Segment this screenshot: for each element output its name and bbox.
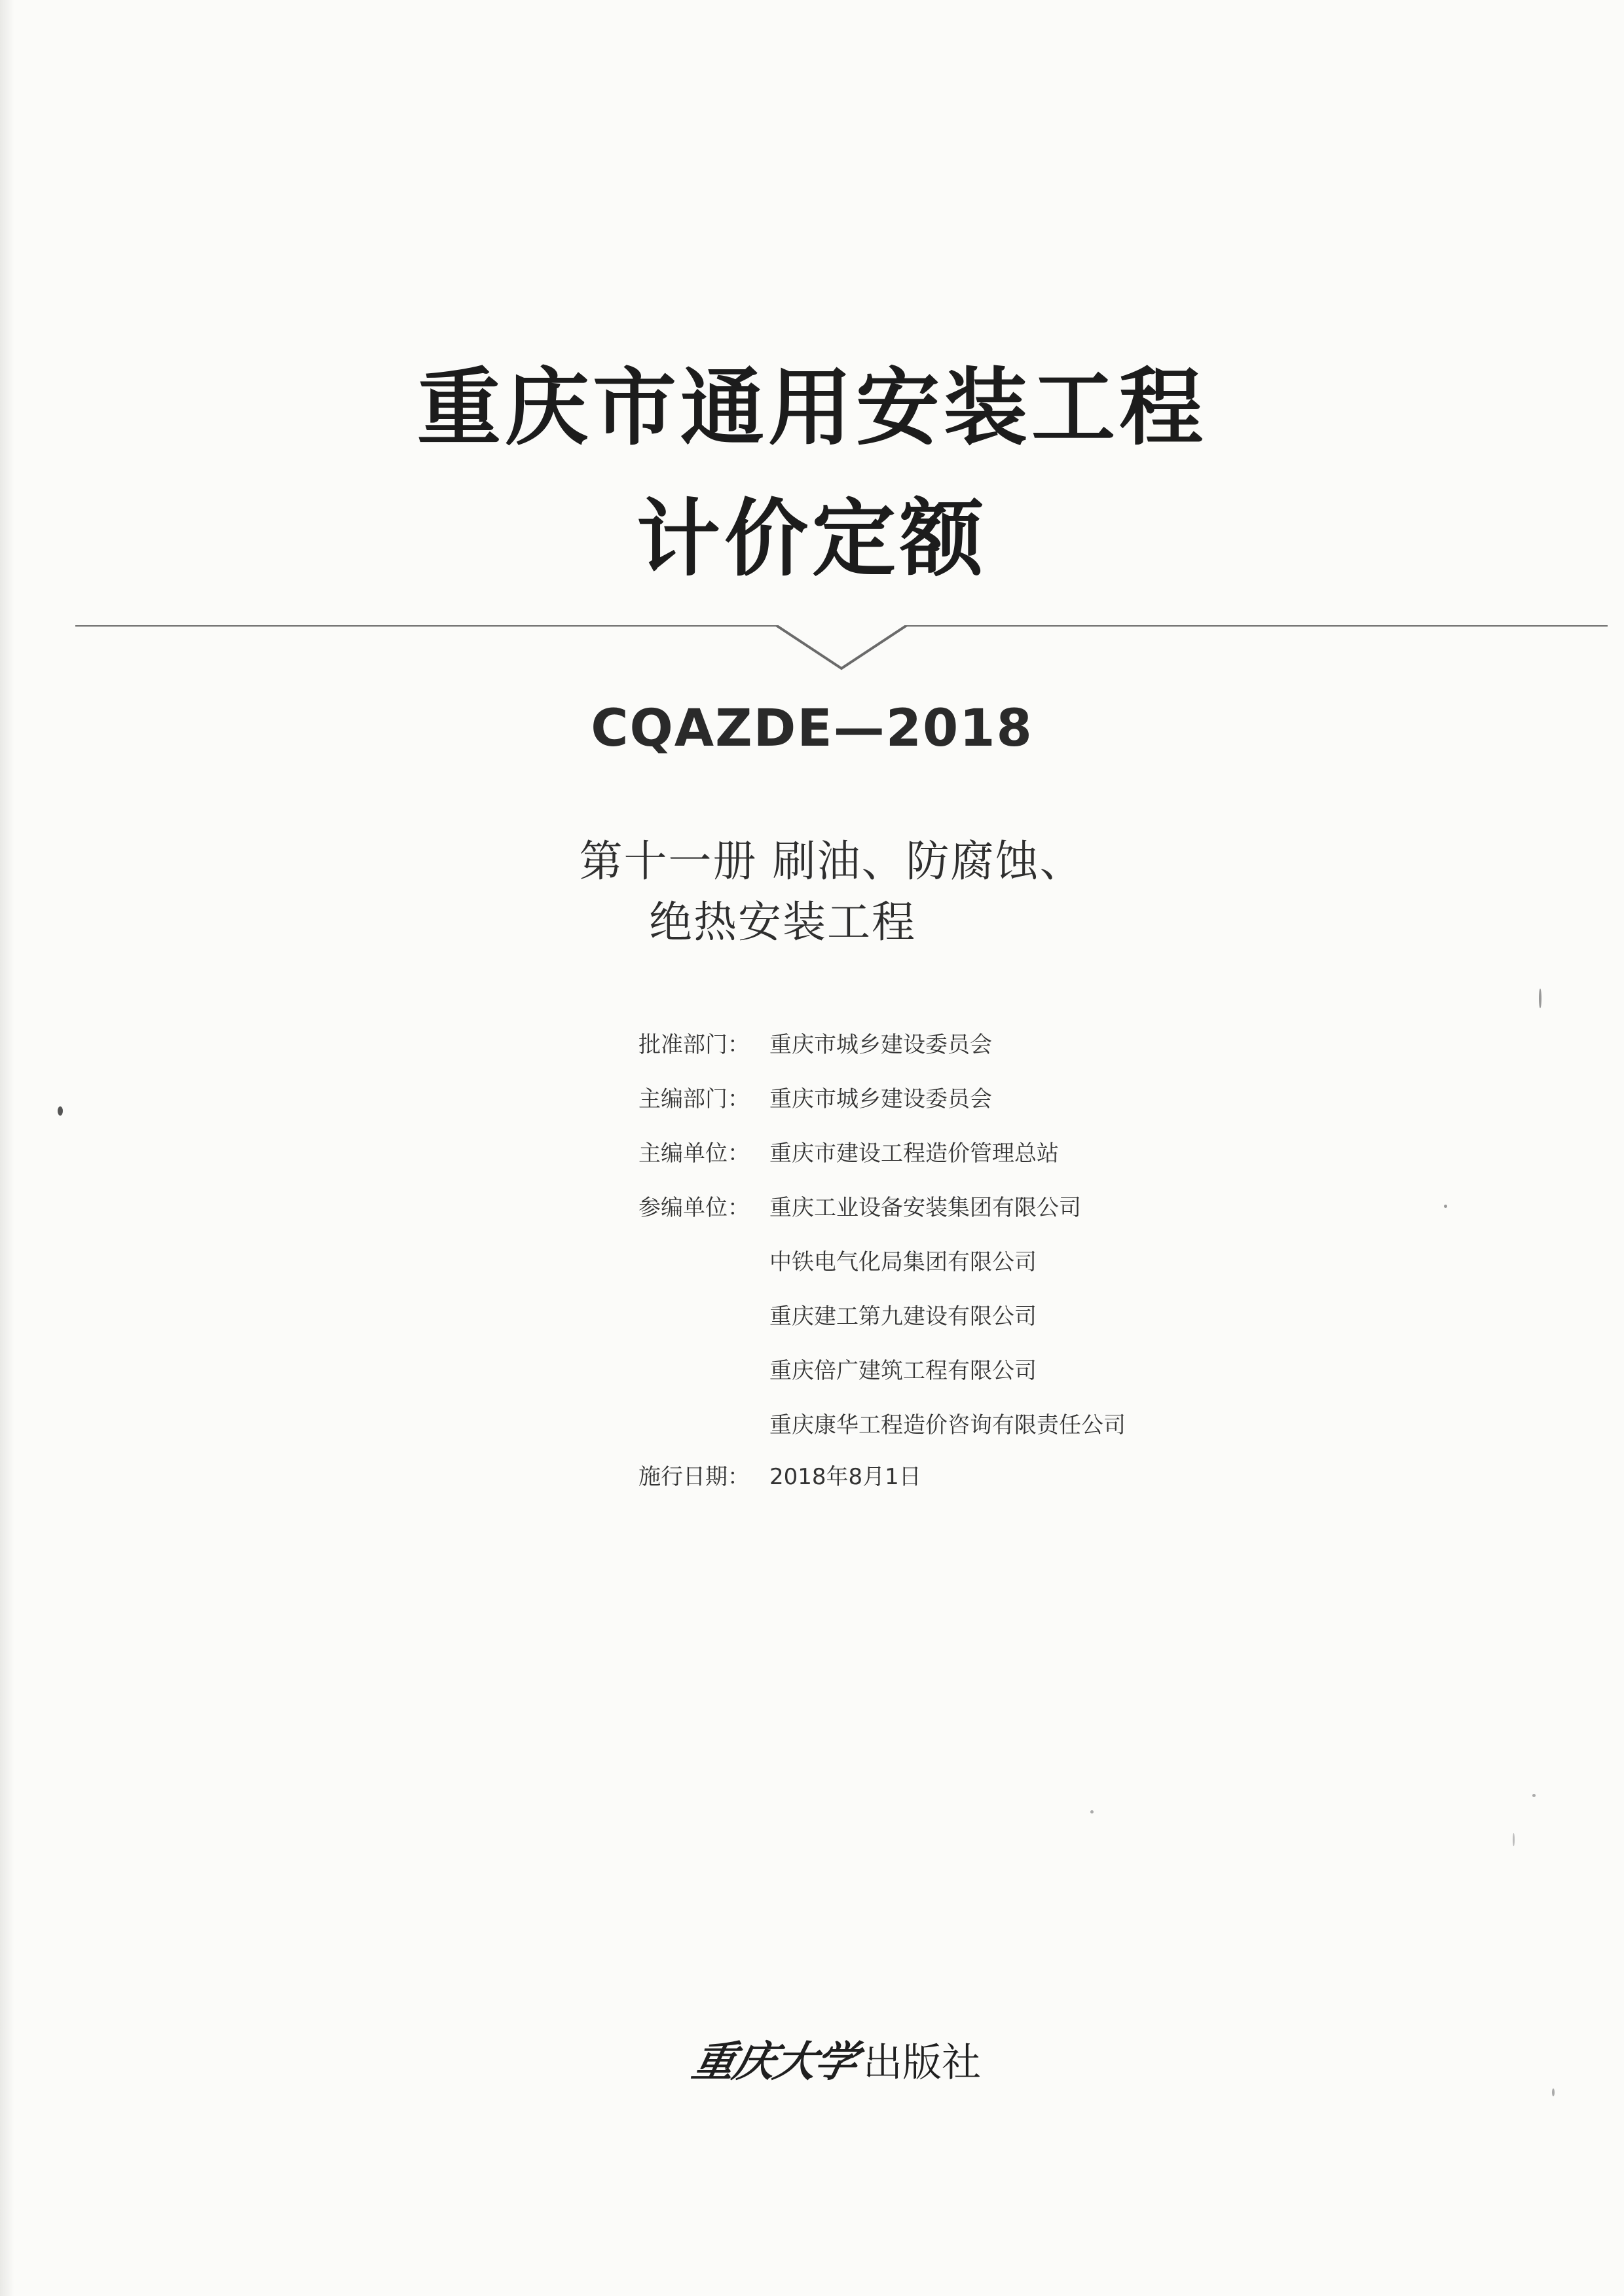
editor-dept-value: 重庆市城乡建设委员会	[769, 1086, 992, 1112]
approval-row	[638, 1027, 992, 1066]
title-divider	[75, 625, 1608, 710]
standard-code: CQAZDE—2018	[591, 699, 1033, 758]
publisher-logo: 重庆大学	[688, 2037, 861, 2086]
book-title-line-2: 计价定额	[636, 490, 987, 588]
editor-unit-label: 主编单位：	[638, 1140, 750, 1167]
publisher-name: 出版社	[863, 2040, 981, 2086]
participant-item: 重庆建工第九建设有限公司	[769, 1303, 1037, 1330]
participant-item: 中铁电气化局集团有限公司	[769, 1249, 1037, 1275]
effective-date-value: 2018年8月1日	[769, 1464, 921, 1490]
approval-label: 批准部门：	[638, 1032, 750, 1058]
editor-dept-label: 主编部门：	[638, 1086, 750, 1112]
scan-speck	[1090, 1810, 1094, 1813]
volume-subtitle-line-1: 第十一册 刷油、防腐蚀、	[579, 836, 1084, 886]
participants-row	[638, 1190, 1081, 1229]
approval-value: 重庆市城乡建设委员会	[769, 1032, 992, 1058]
participant-item: 重庆康华工程造价咨询有限责任公司	[769, 1412, 1126, 1438]
scan-speck	[1513, 1833, 1515, 1846]
volume-subtitle-line-2: 绝热安装工程	[649, 897, 916, 947]
effective-date-label: 施行日期：	[638, 1464, 750, 1490]
editor-dept-row	[638, 1081, 992, 1120]
scan-speck	[1532, 1794, 1536, 1797]
scan-speck	[1539, 989, 1541, 1008]
editor-unit-row	[638, 1135, 1059, 1175]
book-title-line-1: 重庆市通用安装工程	[416, 359, 1207, 457]
publisher	[688, 2028, 981, 2088]
scan-speck	[1552, 2088, 1555, 2096]
scan-speck	[1444, 1205, 1447, 1208]
effective-date-row	[638, 1459, 921, 1498]
participants-label: 参编单位：	[638, 1195, 750, 1221]
scan-speck	[58, 1106, 63, 1116]
participant-item: 重庆倍广建筑工程有限公司	[769, 1358, 1037, 1384]
participant-item: 重庆工业设备安装集团有限公司	[769, 1195, 1081, 1221]
editor-unit-value: 重庆市建设工程造价管理总站	[769, 1140, 1059, 1167]
